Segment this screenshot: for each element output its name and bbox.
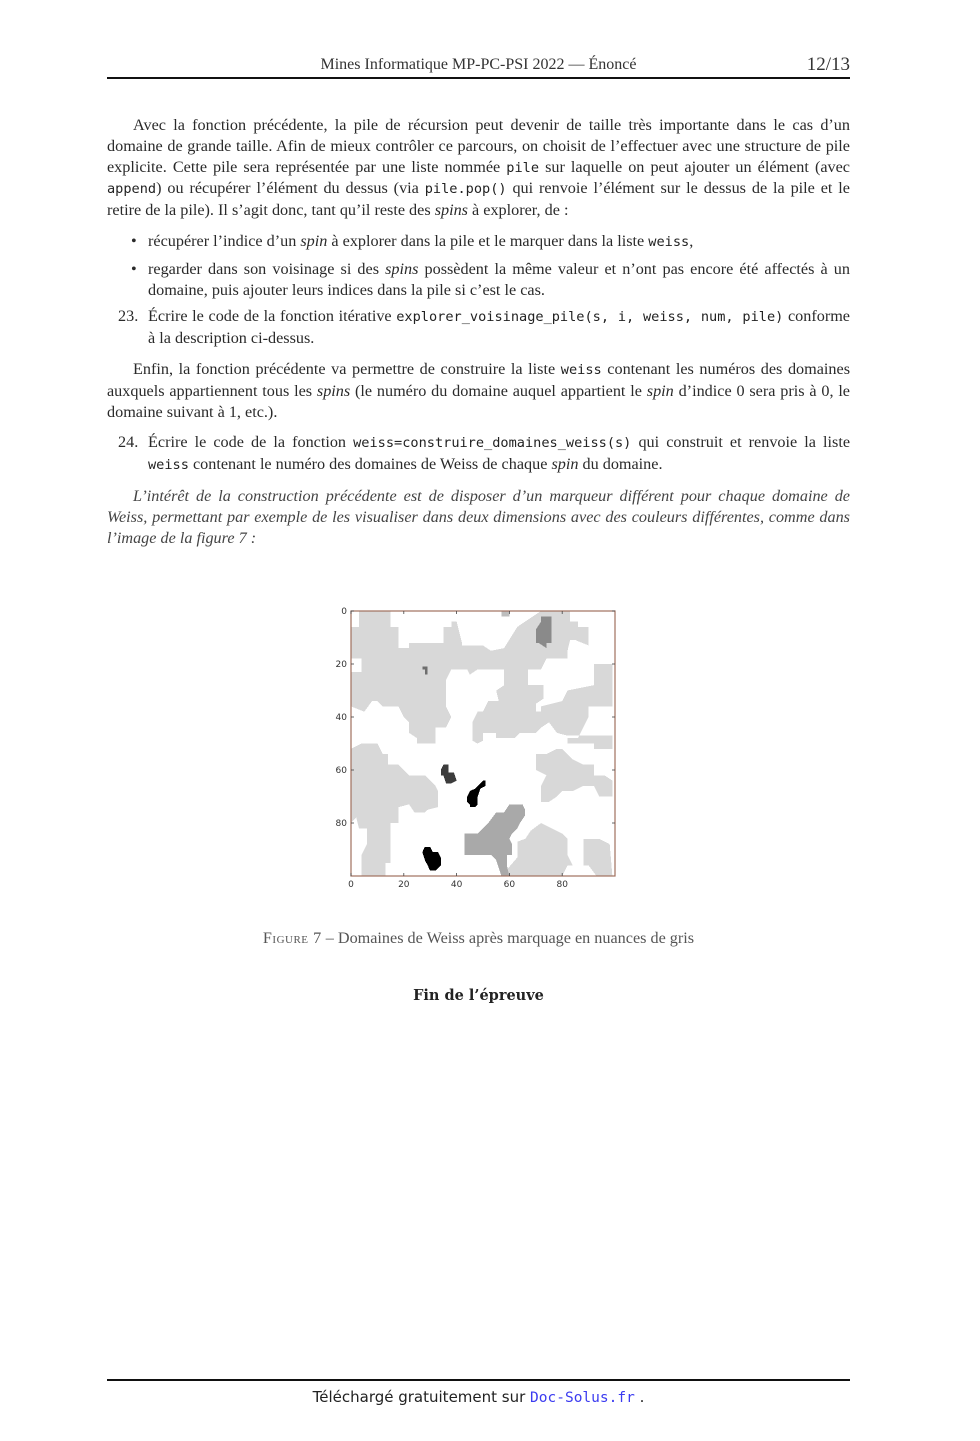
para-text: d’indice 0 sera pris à 0, le domaine suivant à 1, etc.). (107, 381, 850, 421)
intro-paragraph (107, 115, 850, 221)
intro-text-3: ) ou récupérer l’élément du dessus (via (156, 179, 425, 198)
bullet-list (107, 231, 850, 300)
question-24 (107, 432, 850, 476)
bullet-item (107, 259, 850, 301)
bullet-text: , (689, 231, 694, 250)
question-item (107, 306, 850, 349)
y-tick-label: 80 (335, 819, 347, 829)
footer-rule (107, 1379, 850, 1381)
domaine-gris-haut-centre (502, 611, 510, 616)
code-pop: pile.pop() (424, 181, 507, 198)
footer-text: Téléchargé gratuitement sur (312, 1388, 531, 1406)
x-tick-label: 60 (503, 880, 516, 890)
question-text: Écrire le code de la fonction (148, 433, 354, 452)
y-tick-label: 40 (335, 713, 347, 723)
bullet-em: spin (300, 231, 328, 250)
page-number: 12/13 (806, 54, 850, 75)
remark-paragraph: L’intérêt de la construction précédente est de disposer d’un marqueur différent pour chaque domaine de Weiss, permettant par exemple de les visualiser dans deux dimensions avec des couleurs différentes, comme dans l’image de la figure 7 : (107, 486, 850, 547)
header-rule (107, 77, 850, 79)
question-number: 23. (118, 307, 139, 326)
x-tick-label: 0 (348, 880, 354, 890)
question-item (107, 432, 850, 476)
question-text: Écrire le code de la fonction itérative (148, 307, 397, 326)
caption-separator: – (321, 929, 338, 947)
header-title: Mines Informatique MP-PC-PSI 2022 — Énoncé (320, 56, 637, 73)
page-footer (107, 1388, 850, 1406)
code-pile: pile (506, 159, 540, 176)
weiss-domains-heatmap (327, 600, 627, 900)
figure-label: Figure 7 (262, 929, 322, 947)
em-spins: spins (434, 201, 468, 220)
bullet-text: possèdent la même valeur et n’ont pas encore été affectés à un domaine, puis ajouter leurs indices dans la pile si c’est le cas. (148, 259, 850, 299)
y-tick-label: 60 (335, 766, 347, 776)
code-append: append (107, 181, 157, 198)
para-text: (le numéro du domaine auquel appartient le (350, 381, 647, 400)
question-text: qui construit et renvoie la liste (631, 433, 851, 452)
question-text: conforme à la description ci-dessus. (148, 307, 850, 348)
doc-solus-link[interactable]: Doc-Solus.fr (530, 1390, 635, 1406)
para-text: contenant les numéros des domaines auxquels appartiennent tous les (107, 359, 850, 400)
question-text: contenant le numéro des domaines de Weiss de chaque (188, 455, 552, 474)
page-header (107, 54, 850, 78)
question-code: weiss (148, 457, 189, 474)
para-em: spin (646, 381, 674, 400)
footer-suffix: . (634, 1388, 645, 1406)
question-em: spin (551, 455, 579, 474)
intro-text-4: qui renvoie l’élément sur le dessus de la pile et le retire de la pile). Il s’agit donc, tant qu’il reste des (107, 179, 850, 220)
y-tick-label: 20 (335, 660, 347, 670)
bullet-em: spins (385, 259, 419, 278)
question-code: explorer_voisinage_pile(s, i, weiss, num, pile) (396, 309, 784, 326)
question-23 (107, 306, 850, 349)
x-tick-label: 40 (450, 880, 463, 890)
plot-area (351, 611, 615, 876)
question-text: du domaine. (578, 455, 663, 474)
x-tick-label: 80 (556, 880, 568, 890)
figure-7 (107, 600, 850, 900)
caption-text: Domaines de Weiss après marquage en nuances de gris (337, 929, 695, 947)
x-tick-label: 20 (398, 880, 410, 890)
intro-text-5: à explorer, de : (467, 201, 569, 220)
bullet-text: regarder dans son voisinage si des (148, 259, 386, 278)
y-tick-label: 0 (341, 607, 347, 617)
question-number: 24. (118, 433, 139, 452)
bullet-text: à explorer dans la pile et le marquer dans la liste (327, 231, 649, 250)
end-of-exam: Fin de l’épreuve (413, 987, 544, 1004)
para-text: Enfin, la fonction précédente va permettre de construire la liste (133, 359, 561, 378)
para-em: spins (316, 381, 351, 400)
question-code: weiss=construire_domaines_weiss(s) (353, 435, 632, 452)
body-text (107, 115, 850, 558)
intro-text-1: Avec la fonction précédente, la pile de récursion peut devenir de taille très importante dans le cas d’un domaine de grande taille. Afin de mieux contrôler ce parcours, on choisit de l’effectuer avec une structure de pile explicite. Cette pile sera représentée par une liste nommée (107, 116, 850, 176)
para-code: weiss (560, 361, 602, 378)
figure-caption (107, 929, 850, 948)
bullet-item (107, 231, 850, 253)
intro-text-2: sur laquelle on peut ajouter un élément (avec (539, 157, 850, 176)
bullet-code: weiss (648, 233, 690, 250)
bullet-text: récupérer l’indice d’un (148, 231, 301, 250)
paragraph-enfin (107, 359, 850, 422)
